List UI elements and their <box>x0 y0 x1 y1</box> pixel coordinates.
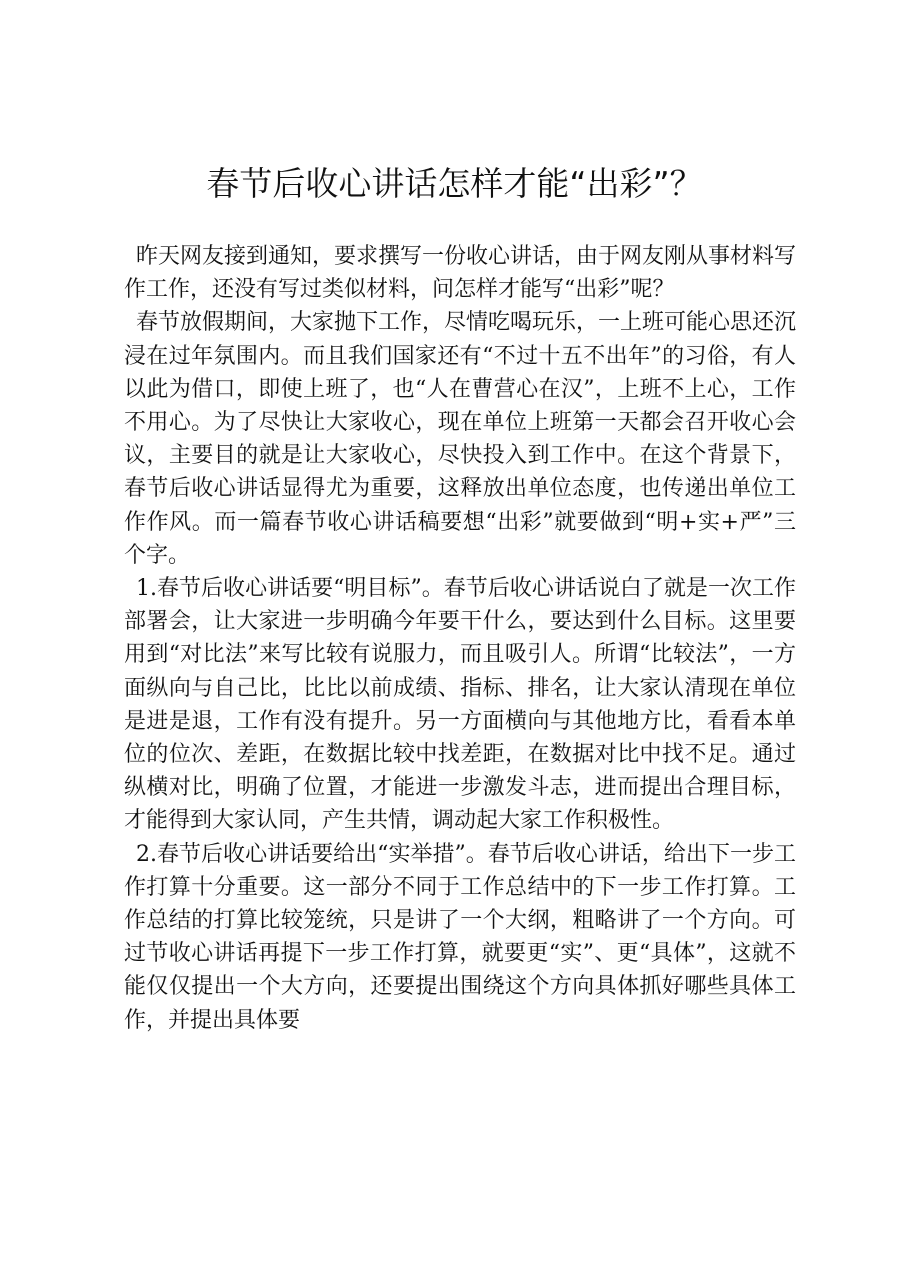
document-title: 春节后收心讲话怎样才能“出彩”？ <box>206 164 703 203</box>
paragraph-intro: 昨天网友接到通知，要求撰写一份收心讲话，由于网友刚从事材料写作工作，还没有写过类似材料，问怎样才能写“出彩”呢？ <box>124 244 797 303</box>
paragraph-point-1: 1.春节后收心讲话要“明目标”。春节后收心讲话说白了就是一次工作部署会，让大家进一步明确今年要干什么，要达到什么目标。这里要用到“对比法”来写比较有说服力，而且吸引人。所谓“比较法”，一方面纵向与自己比，比比以前成绩、指标、排名，让大家认清现在单位是进是退，工作有没有提升。另一方面横向与其他地方比，看看本单位的位次、差距，在数据比较中找差距，在数据对比中找不足。通过纵横对比，明确了位置，才能进一步激发斗志，进而提出合理目标，才能得到大家认同，产生共情，调动起大家工作积极性。 <box>124 576 796 834</box>
paragraph-point-2: 2.春节后收心讲话要给出“实举措”。春节后收心讲话，给出下一步工作打算十分重要。这一部分不同于工作总结中的下一步工作打算。工作总结的打算比较笼统，只是讲了一个大纲，粗略讲了一个方向。可过节收心讲话再提下一步工作打算，就要更“实”、更“具体”，这就不能仅仅提出一个大方向，还要提出围绕这个方向具体抓好哪些具体工作，并提出具体要 <box>124 841 796 1033</box>
paragraph-background: 春节放假期间，大家抛下工作，尽情吃喝玩乐，一上班可能心思还沉浸在过年氛围内。而且我们国家还有“不过十五不出年”的习俗，有人以此为借口，即使上班了，也“人在曹营心在汉”，上班不上心，工作不用心。为了尽快让大家收心，现在单位上班第一天都会召开收心会议，主要目的就是让大家收心，尽快投入到工作中。在这个背景下，春节后收心讲话显得尤为重要，这释放出单位态度，也传递出单位工作作风。而一篇春节收心讲话稿要想“出彩”就要做到“明+实+严”三个字。 <box>124 310 797 568</box>
document-body <box>124 240 796 1037</box>
